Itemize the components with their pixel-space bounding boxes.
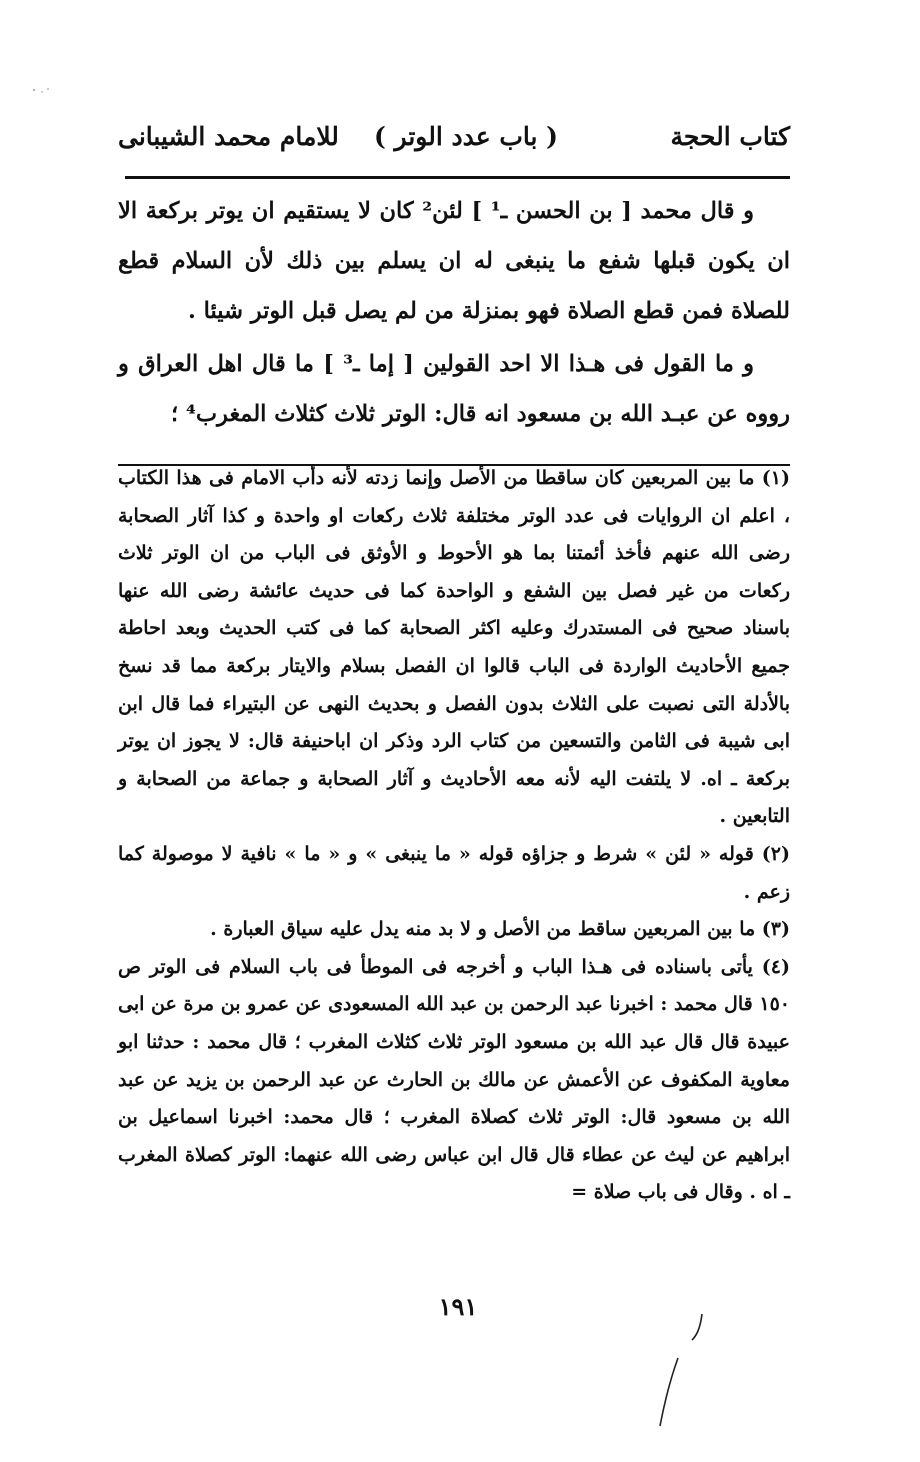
main-paragraph-1: و قال محمد [ بن الحسن ـ¹ ] لئن² كان لا يستقيم ان يوتر بركعة الا ان يكون قبلها شفع ما ينبغى له ان يسلم بين ذلك لأن السلام قطع للصلاة فمن قطع الصلاة فهو بمنزلة من لم يصل قبل الوتر شيئا . xyxy=(118,198,790,324)
main-text xyxy=(118,186,790,439)
book-title: كتاب الحجة xyxy=(670,122,790,151)
footnote-4: (٤) يأتى باسناده فى هـذا الباب و أخرجه فى الموطأ فى باب السلام فى الوتر ص ١٥٠ قال محمد : اخبرنا عبد الرحمن بن عبد الله المسعودى عن عمرو بن مرة عن ابى عبيدة قال قال عبد الله بن مسعود الوتر ثلاث كثلاث المغرب ؛ قال محمد : حدثنا ابو معاوية المكفوف عن الأعمش عن مالك بن الحارث عن عبد الرحمن بن يزيد عن عبد الله بن مسعود قال: الوتر ثلاث كصلاة المغرب ؛ قال محمد: اخبرنا اسماعيل بن ابراهيم عن ليث عن عطاء قال قال ابن عباس رضى الله عنهما: الوتر كصلاة المغرب ـ اه . وقال فى باب صلاة = xyxy=(118,955,790,1204)
header-rule xyxy=(125,176,790,179)
scan-specks xyxy=(28,80,68,100)
footnotes xyxy=(118,460,790,1212)
footnote-1: (١) ما بين المربعين كان ساقطا من الأصل وإنما زدته لأنه دأب الامام فى هذا الكتاب ، اعلم ان الروايات فى عدد الوتر مختلفة ثلاث ركعات او واحدة و كذا آثار الصحابة رضى الله عنهم فأخذ أئمتنا بما هو الأحوط و الأوثق فى الباب من ان الوتر ثلاث ركعات من غير فصل بين الشفع و الواحدة كما فى حديث عائشة رضى الله عنها باسناد صحيح فى المستدرك وعليه اكثر الصحابة كما فى كتب الحديث وبعد احاطة جميع الأحاديث الواردة فى الباب قالوا ان الفصل بسلام والايتار بركعة مما قد نسخ بالأدلة التى نصبت على الثلاث بدون الفصل و بحديث النهى عن البتيراء فما قال ابن ابى شيبة فى الثامن والتسعين من كتاب الرد وذكر ان اباحنيفة قال: لا يجوز ان يوتر بركعة ـ اه. لا يلتفت اليه لأنه معه الأحاديث و آثار الصحابة و جماعة من الصحابة و التابعين . xyxy=(118,467,790,828)
footnote-3: (٣) ما بين المربعين ساقط من الأصل و لا بد منه يدل عليه سياق العبارة . xyxy=(210,918,790,941)
chapter-title: ( باب عدد الوتر ) xyxy=(374,122,558,151)
author-name: للامام محمد الشيبانى xyxy=(118,122,339,151)
pen-stroke-mark xyxy=(640,1310,720,1430)
main-paragraph-2: و ما القول فى هـذا الا احد القولين [ إما ـ³ ] ما قال اهل العراق و رووه عن عبـد الله بن مسعود انه قال: الوتر ثلاث كثلاث المغرب⁴ ؛ xyxy=(118,351,790,427)
running-header xyxy=(118,122,790,166)
footnote-2: (٢) قوله « لئن » شرط و جزاؤه قوله « ما ينبغى » و « ما » نافية لا موصولة كما زعم . xyxy=(118,842,790,903)
page-number: ١٩١ xyxy=(438,1292,478,1321)
